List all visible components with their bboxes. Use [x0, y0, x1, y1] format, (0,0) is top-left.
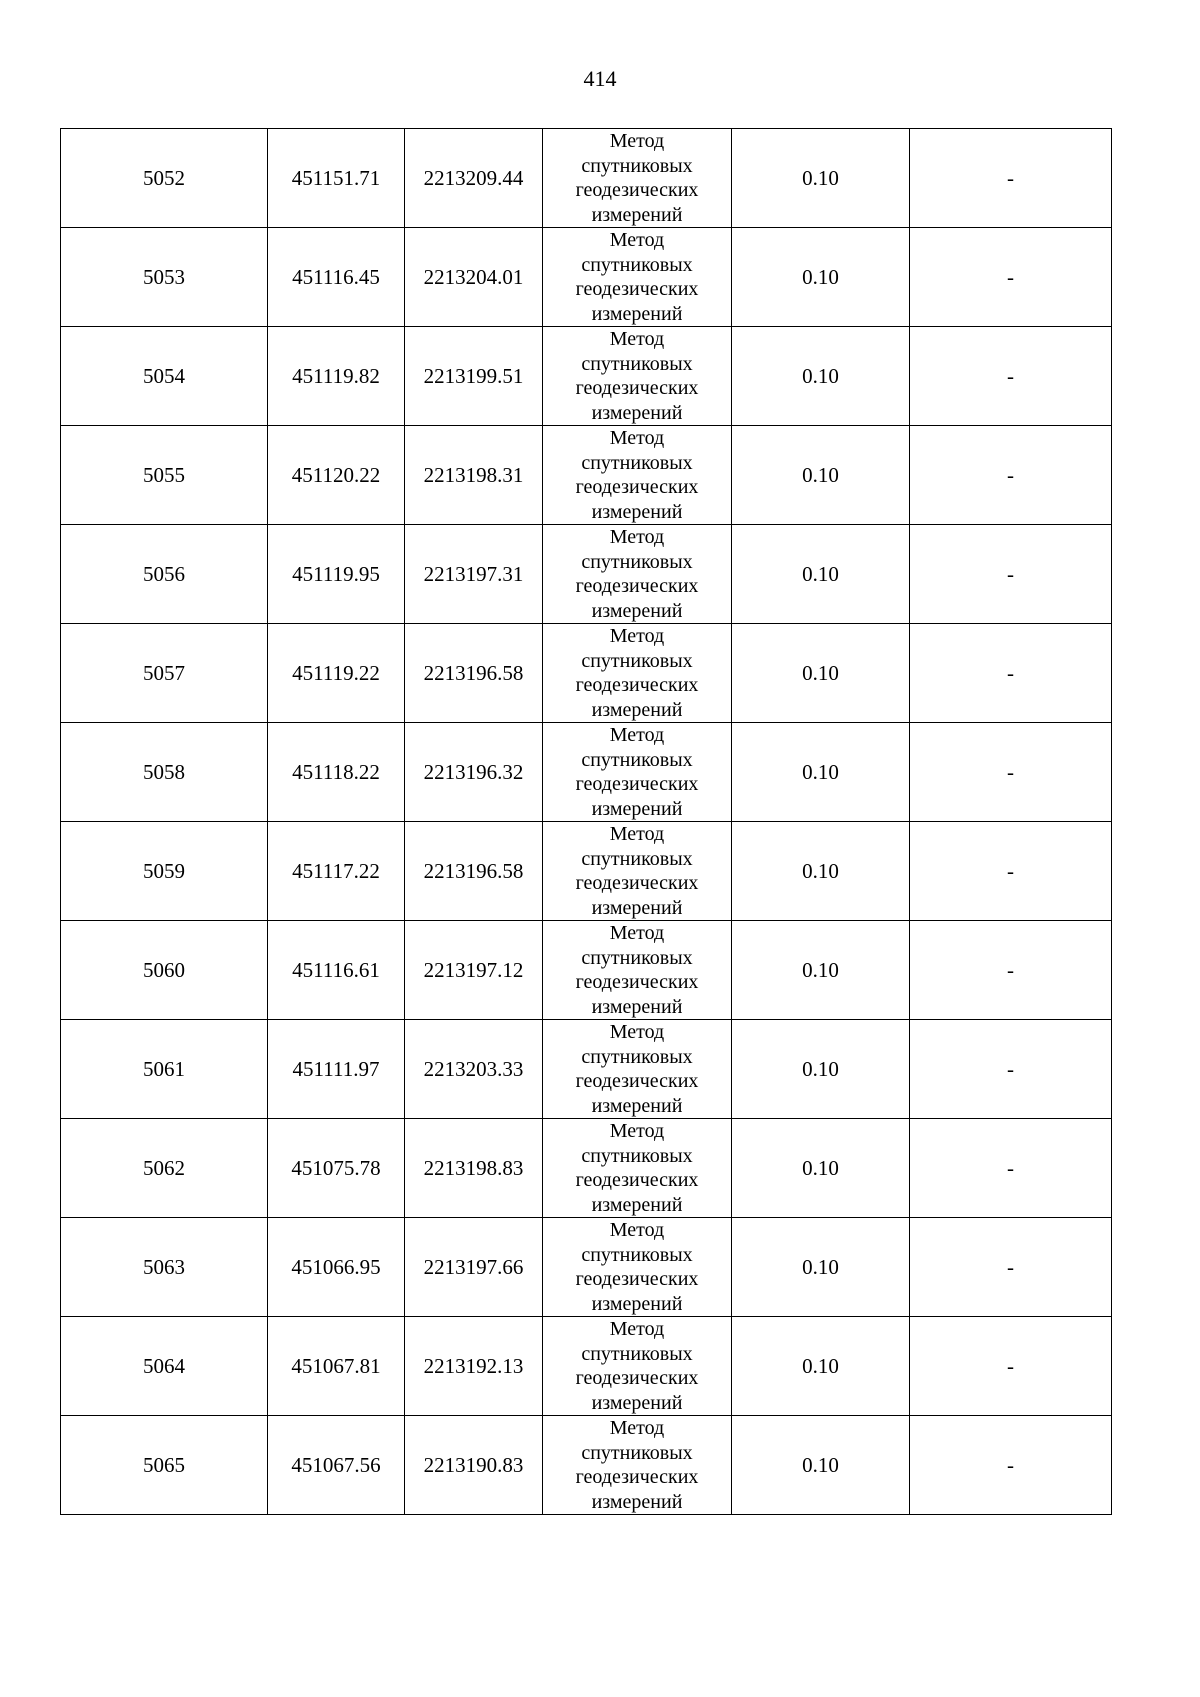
method-line: спутниковых [581, 748, 693, 771]
cell-coordinate-x: 451119.22 [268, 624, 405, 723]
cell-method [543, 525, 732, 624]
cell-point-number: 5063 [61, 1218, 268, 1317]
table-row [61, 1020, 1112, 1119]
cell-note: - [910, 525, 1112, 624]
method-line: Метод [609, 625, 665, 647]
cell-accuracy: 0.10 [732, 921, 910, 1020]
method-line: измерений [591, 1490, 683, 1513]
cell-method [543, 1119, 732, 1218]
method-line: Метод [609, 130, 665, 152]
cell-coordinate-y: 2213199.51 [405, 327, 543, 426]
method-line: спутниковых [581, 847, 693, 870]
cell-note: - [910, 129, 1112, 228]
cell-note: - [910, 228, 1112, 327]
method-line: Метод [609, 1219, 665, 1241]
method-line: геодезических [575, 476, 699, 498]
cell-note: - [910, 822, 1112, 921]
table-row [61, 624, 1112, 723]
method-line: геодезических [575, 971, 699, 993]
method-line: Метод [609, 229, 665, 251]
cell-note: - [910, 1416, 1112, 1515]
method-line: измерений [591, 401, 683, 424]
table-row [61, 1218, 1112, 1317]
method-line: Метод [609, 1318, 665, 1340]
cell-coordinate-x: 451119.82 [268, 327, 405, 426]
cell-coordinate-y: 2213190.83 [405, 1416, 543, 1515]
cell-coordinate-y: 2213198.83 [405, 1119, 543, 1218]
method-line: Метод [609, 1417, 665, 1439]
cell-note: - [910, 723, 1112, 822]
method-line: геодезических [575, 278, 699, 300]
method-line: спутниковых [581, 550, 693, 573]
cell-point-number: 5062 [61, 1119, 268, 1218]
cell-accuracy: 0.10 [732, 1416, 910, 1515]
method-line: измерений [591, 302, 683, 325]
cell-coordinate-y: 2213197.66 [405, 1218, 543, 1317]
cell-note: - [910, 1020, 1112, 1119]
cell-note: - [910, 426, 1112, 525]
cell-note: - [910, 1317, 1112, 1416]
method-line: геодезических [575, 1070, 699, 1092]
cell-method [543, 822, 732, 921]
cell-accuracy: 0.10 [732, 1020, 910, 1119]
cell-accuracy: 0.10 [732, 624, 910, 723]
table-row [61, 921, 1112, 1020]
method-line: Метод [609, 1120, 665, 1142]
coordinates-table [60, 128, 1112, 1515]
method-line: геодезических [575, 773, 699, 795]
method-line: спутниковых [581, 946, 693, 969]
cell-coordinate-x: 451067.81 [268, 1317, 405, 1416]
method-line: спутниковых [581, 1342, 693, 1365]
cell-method [543, 228, 732, 327]
method-line: Метод [609, 427, 665, 449]
table-row [61, 723, 1112, 822]
method-line: спутниковых [581, 1144, 693, 1167]
method-line: Метод [609, 922, 665, 944]
method-line: спутниковых [581, 1243, 693, 1266]
method-line: Метод [609, 526, 665, 548]
cell-coordinate-x: 451151.71 [268, 129, 405, 228]
cell-coordinate-x: 451111.97 [268, 1020, 405, 1119]
method-line: измерений [591, 896, 683, 919]
cell-point-number: 5059 [61, 822, 268, 921]
cell-accuracy: 0.10 [732, 228, 910, 327]
cell-accuracy: 0.10 [732, 1218, 910, 1317]
cell-accuracy: 0.10 [732, 1119, 910, 1218]
cell-coordinate-x: 451067.56 [268, 1416, 405, 1515]
cell-coordinate-x: 451118.22 [268, 723, 405, 822]
method-line: спутниковых [581, 154, 693, 177]
cell-coordinate-x: 451075.78 [268, 1119, 405, 1218]
cell-coordinate-y: 2213196.32 [405, 723, 543, 822]
cell-method [543, 1416, 732, 1515]
method-line: геодезических [575, 1268, 699, 1290]
table-row [61, 1119, 1112, 1218]
cell-coordinate-x: 451116.61 [268, 921, 405, 1020]
cell-coordinate-y: 2213192.13 [405, 1317, 543, 1416]
cell-point-number: 5052 [61, 129, 268, 228]
cell-method [543, 624, 732, 723]
method-line: геодезических [575, 1466, 699, 1488]
method-line: спутниковых [581, 1045, 693, 1068]
cell-point-number: 5058 [61, 723, 268, 822]
cell-point-number: 5054 [61, 327, 268, 426]
method-line: геодезических [575, 377, 699, 399]
table-row [61, 1317, 1112, 1416]
cell-coordinate-y: 2213204.01 [405, 228, 543, 327]
cell-accuracy: 0.10 [732, 426, 910, 525]
cell-note: - [910, 624, 1112, 723]
method-line: геодезических [575, 1367, 699, 1389]
method-line: Метод [609, 328, 665, 350]
cell-coordinate-y: 2213197.12 [405, 921, 543, 1020]
cell-coordinate-x: 451116.45 [268, 228, 405, 327]
cell-coordinate-y: 2213197.31 [405, 525, 543, 624]
table-row [61, 228, 1112, 327]
method-line: геодезических [575, 575, 699, 597]
cell-accuracy: 0.10 [732, 822, 910, 921]
method-line: измерений [591, 1094, 683, 1117]
cell-coordinate-x: 451117.22 [268, 822, 405, 921]
cell-accuracy: 0.10 [732, 525, 910, 624]
cell-note: - [910, 1218, 1112, 1317]
method-line: спутниковых [581, 649, 693, 672]
table-row [61, 129, 1112, 228]
cell-coordinate-x: 451119.95 [268, 525, 405, 624]
method-line: геодезических [575, 872, 699, 894]
method-line: измерений [591, 203, 683, 226]
method-line: Метод [609, 823, 665, 845]
cell-note: - [910, 327, 1112, 426]
method-line: измерений [591, 995, 683, 1018]
method-line: измерений [591, 797, 683, 820]
cell-method [543, 921, 732, 1020]
method-line: спутниковых [581, 451, 693, 474]
cell-method [543, 1218, 732, 1317]
cell-point-number: 5064 [61, 1317, 268, 1416]
cell-coordinate-y: 2213196.58 [405, 822, 543, 921]
cell-point-number: 5060 [61, 921, 268, 1020]
table-row [61, 1416, 1112, 1515]
cell-accuracy: 0.10 [732, 327, 910, 426]
cell-method [543, 129, 732, 228]
method-line: геодезических [575, 179, 699, 201]
cell-point-number: 5055 [61, 426, 268, 525]
cell-note: - [910, 1119, 1112, 1218]
cell-method [543, 723, 732, 822]
method-line: измерений [591, 1193, 683, 1216]
table-row [61, 327, 1112, 426]
cell-coordinate-y: 2213203.33 [405, 1020, 543, 1119]
method-line: измерений [591, 1391, 683, 1414]
table-row [61, 426, 1112, 525]
cell-accuracy: 0.10 [732, 129, 910, 228]
method-line: спутниковых [581, 253, 693, 276]
cell-method [543, 327, 732, 426]
cell-point-number: 5057 [61, 624, 268, 723]
method-line: спутниковых [581, 1441, 693, 1464]
cell-method [543, 426, 732, 525]
method-line: измерений [591, 698, 683, 721]
method-line: Метод [609, 724, 665, 746]
method-line: измерений [591, 1292, 683, 1315]
cell-coordinate-x: 451066.95 [268, 1218, 405, 1317]
cell-point-number: 5061 [61, 1020, 268, 1119]
cell-coordinate-y: 2213196.58 [405, 624, 543, 723]
table-row [61, 525, 1112, 624]
table-row [61, 822, 1112, 921]
cell-point-number: 5053 [61, 228, 268, 327]
cell-coordinate-y: 2213198.31 [405, 426, 543, 525]
method-line: измерений [591, 500, 683, 523]
cell-point-number: 5056 [61, 525, 268, 624]
table-body [61, 129, 1112, 1515]
method-line: Метод [609, 1021, 665, 1043]
method-line: спутниковых [581, 352, 693, 375]
method-line: геодезических [575, 674, 699, 696]
cell-coordinate-x: 451120.22 [268, 426, 405, 525]
cell-method [543, 1020, 732, 1119]
cell-note: - [910, 921, 1112, 1020]
page-number: 414 [583, 66, 617, 91]
cell-accuracy: 0.10 [732, 723, 910, 822]
cell-point-number: 5065 [61, 1416, 268, 1515]
cell-coordinate-y: 2213209.44 [405, 129, 543, 228]
method-line: измерений [591, 599, 683, 622]
cell-accuracy: 0.10 [732, 1317, 910, 1416]
method-line: геодезических [575, 1169, 699, 1191]
cell-method [543, 1317, 732, 1416]
